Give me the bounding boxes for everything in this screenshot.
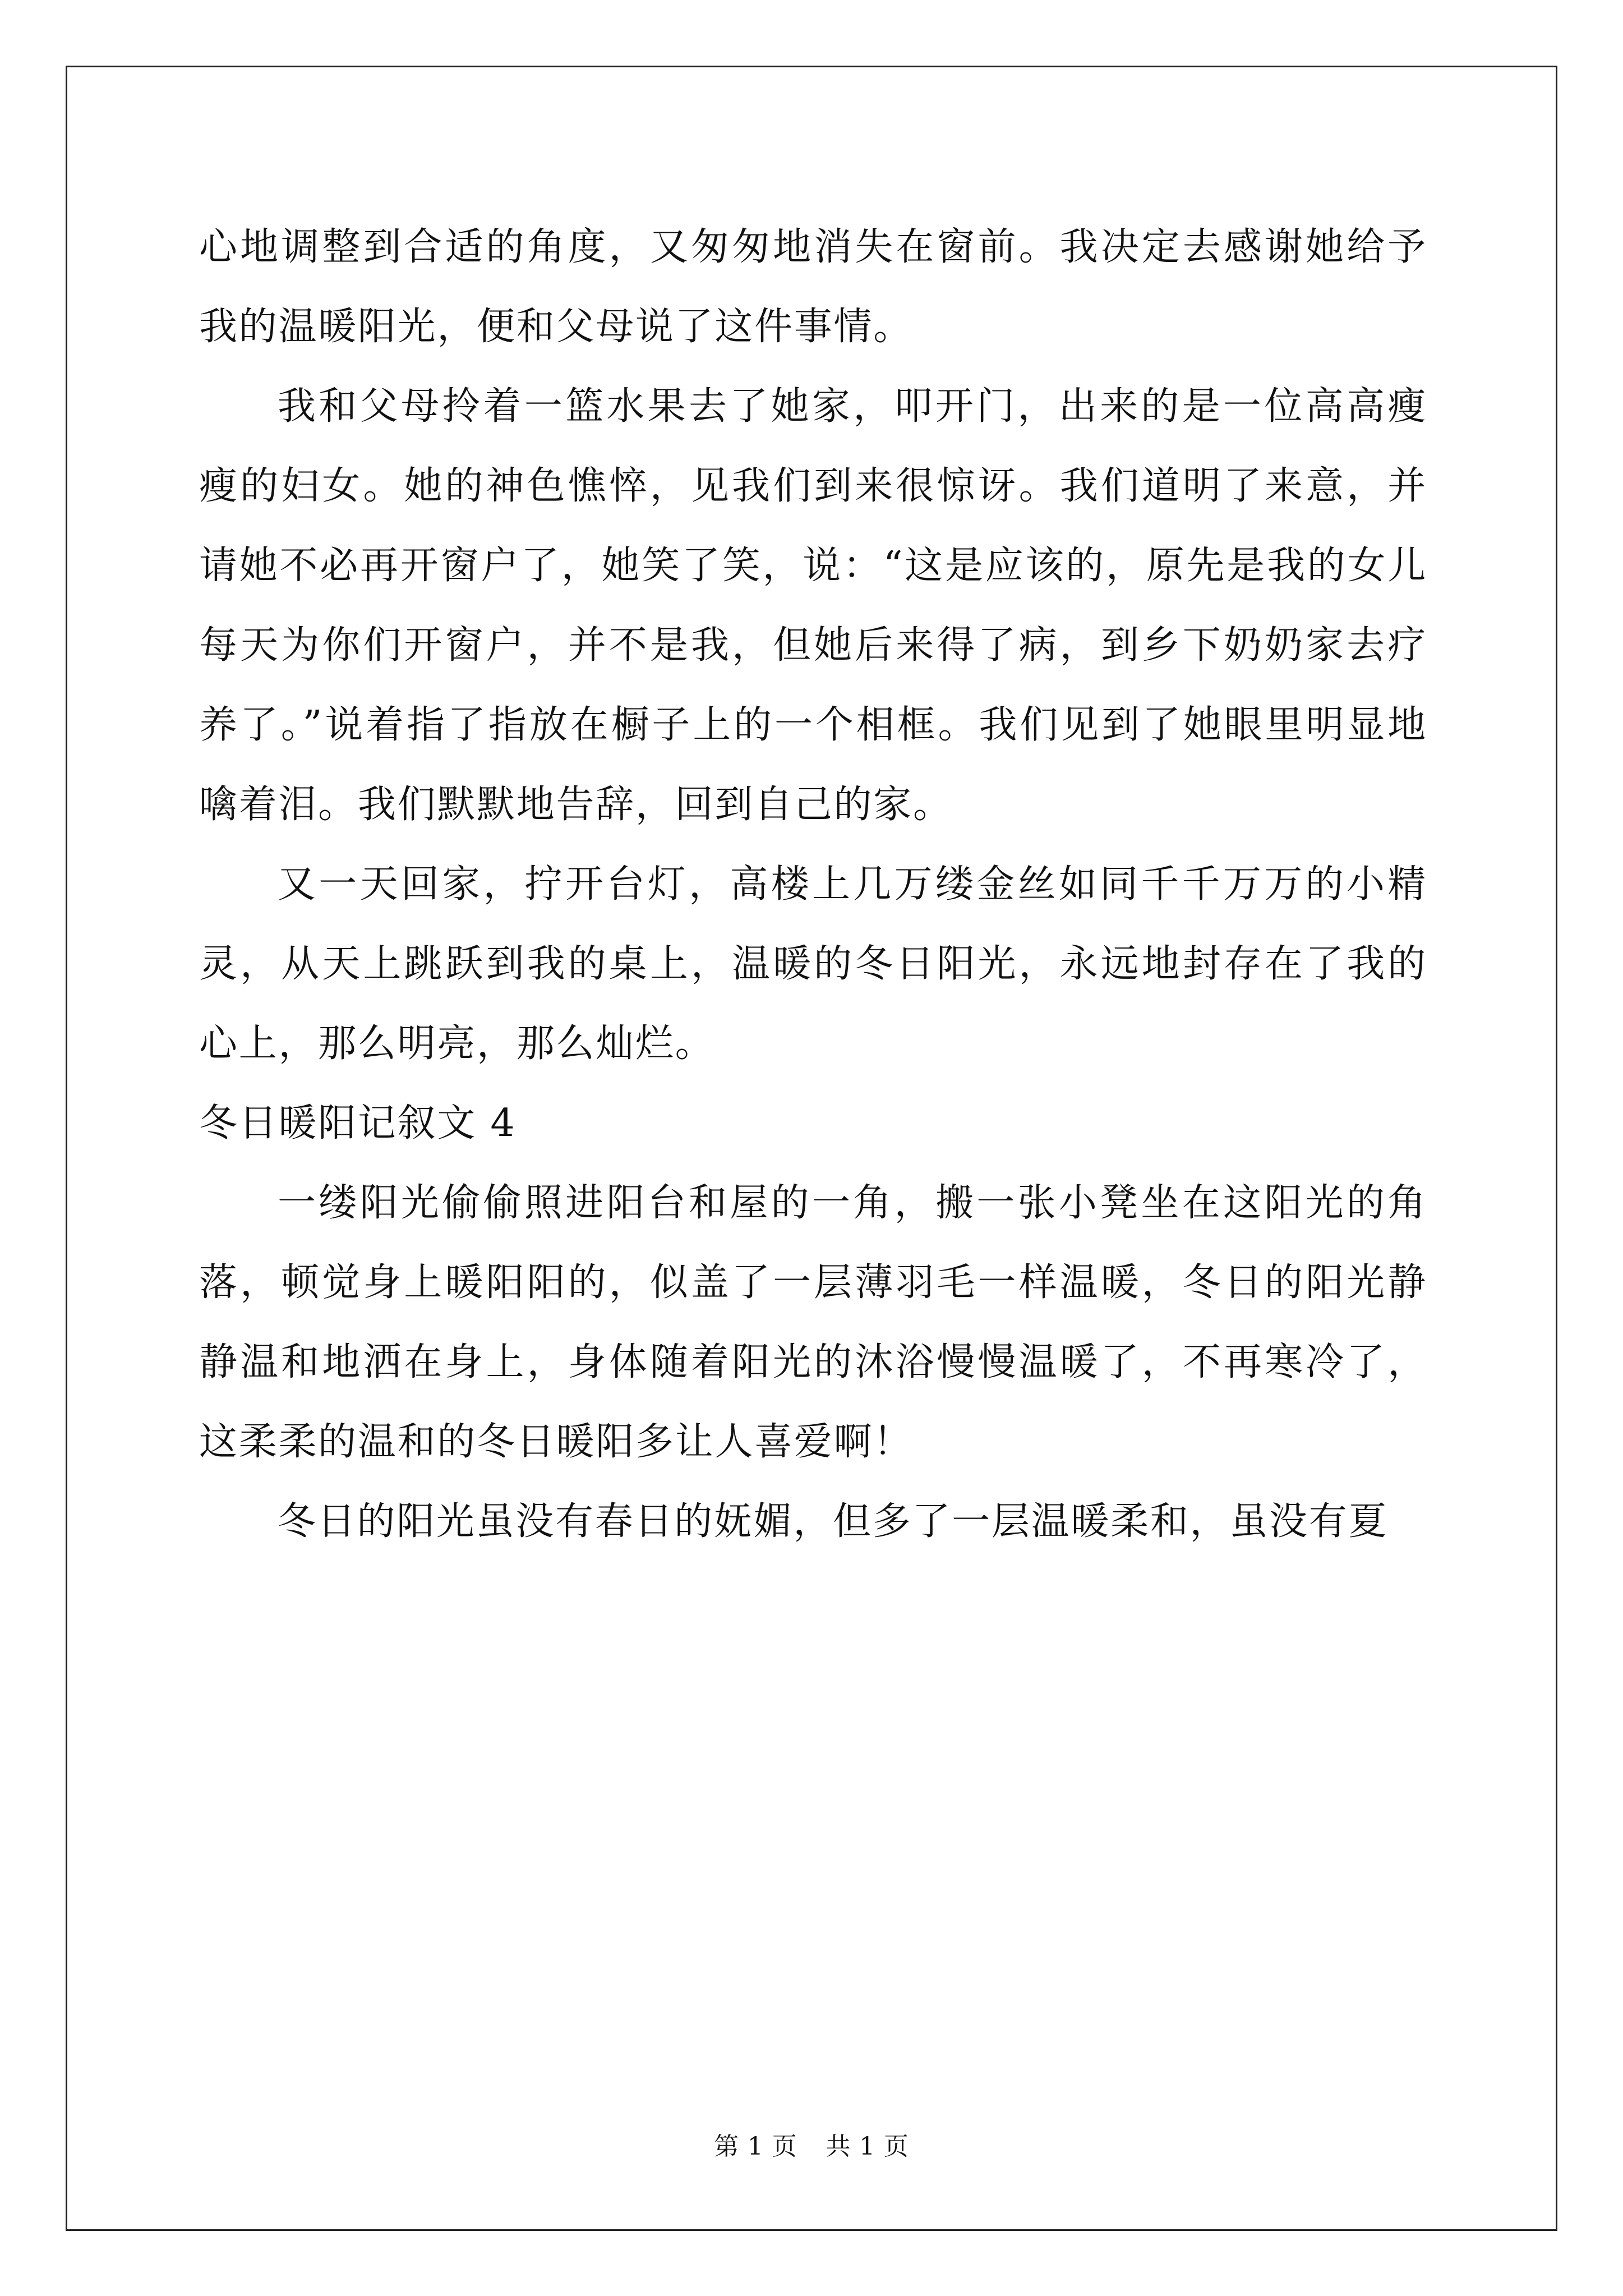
- paragraph-1: 心地调整到合适的角度，又匆匆地消失在窗前。我决定去感谢她给予我的温暖阳光，便和父母说了这件事情。: [199, 225, 1427, 349]
- section-heading: 冬日暖阳记叙文 4: [199, 1101, 517, 1145]
- document-body: [199, 208, 1427, 1562]
- paragraph-4: 一缕阳光偷偷照进阳台和屋的一角，搬一张小凳坐在这阳光的角落，顿觉身上暖阳阳的，似盖了一层薄羽毛一样温暖，冬日的阳光静静温和地洒在身上，身体随着阳光的沐浴慢慢温暖了，不再寒冷了，这柔柔的温和的冬日暖阳多让人喜爱啊！: [199, 1181, 1427, 1464]
- page-total: 共 1 页: [826, 2132, 909, 2161]
- paragraph-5: 冬日的阳光虽没有春日的妩媚，但多了一层温暖柔和，虽没有夏: [278, 1499, 1389, 1544]
- paragraph-2: 我和父母拎着一篮水果去了她家，叩开门，出来的是一位高高瘦瘦的妇女。她的神色憔悴，见我们到来很惊讶。我们道明了来意，并请她不必再开窗户了，她笑了笑，说：“这是应该的，原先是我的女儿每天为你们开窗户，并不是我，但她后来得了病，到乡下奶奶家去疗养了。”说着指了指放在橱子上的一个相框。我们见到了她眼里明显地噙着泪。我们默默地告辞，回到自己的家。: [199, 384, 1427, 827]
- page-footer: [0, 2126, 1623, 2162]
- paragraph-3: 又一天回家，拧开台灯，高楼上几万缕金丝如同千千万万的小精灵，从天上跳跃到我的桌上，温暖的冬日阳光，永远地封存在了我的心上，那么明亮，那么灿烂。: [199, 862, 1427, 1066]
- page-number: 第 1 页: [714, 2132, 797, 2161]
